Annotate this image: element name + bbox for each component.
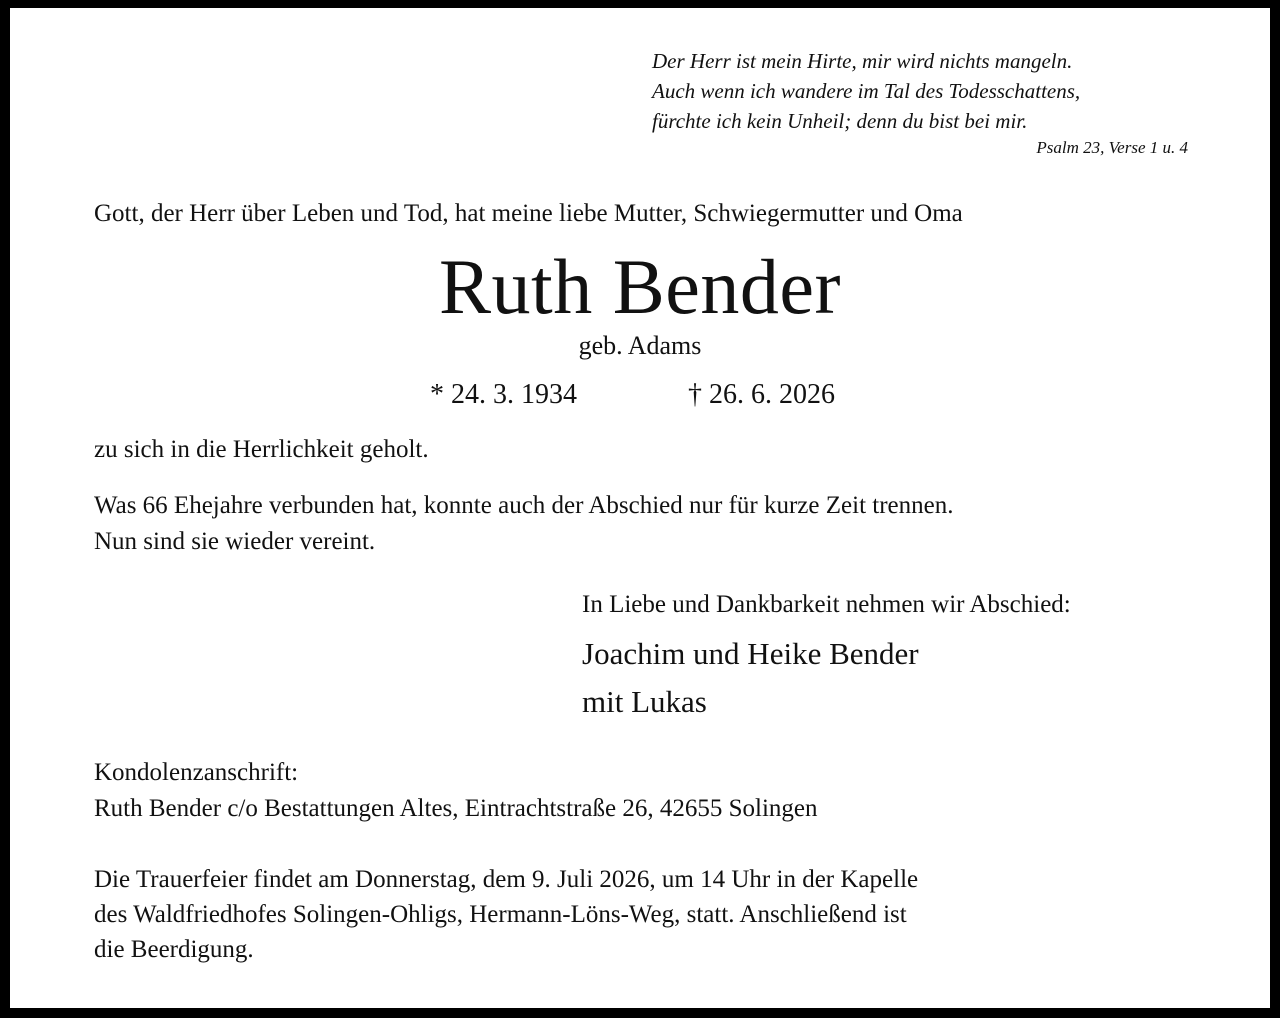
- herrlichkeit-text: zu sich in die Herrlichkeit geholt.: [94, 436, 429, 463]
- psalm-line: Auch wenn ich wandere im Tal des Todesschattens,: [652, 79, 1081, 103]
- psalm-line: fürchte ich kein Unheil; denn du bist bei mir.: [652, 109, 1028, 133]
- psalm-line: Der Herr ist mein Hirte, mir wird nichts mangeln.: [652, 49, 1073, 73]
- psalm-quote: [652, 46, 1080, 136]
- marriage-text-line: Nun sind sie wieder vereint.: [94, 528, 376, 555]
- maiden-name: geb. Adams: [578, 331, 702, 360]
- intro-text: Gott, der Herr über Leben und Tod, hat meine liebe Mutter, Schwiegermutter und Oma: [94, 200, 963, 227]
- mourner-names: mit Lukas: [582, 684, 707, 719]
- funeral-service-line: Die Trauerfeier findet am Donnerstag, dem 9. Juli 2026, um 14 Uhr in der Kapelle: [94, 866, 919, 893]
- condolence-label: Kondolenzanschrift:: [94, 759, 299, 786]
- funeral-service-line: die Beerdigung.: [94, 936, 254, 963]
- psalm-reference: Psalm 23, Verse 1 u. 4: [1036, 138, 1188, 157]
- marriage-text-line: Was 66 Ehejahre verbunden hat, konnte auch der Abschied nur für kurze Zeit trennen.: [94, 492, 954, 519]
- deceased-name: Ruth Bender: [439, 243, 841, 330]
- mourner-names: Joachim und Heike Bender: [582, 636, 919, 671]
- death-date: † 26. 6. 2026: [688, 379, 835, 410]
- condolence-address: Ruth Bender c/o Bestattungen Altes, Eintrachtstraße 26, 42655 Solingen: [94, 795, 818, 822]
- farewell-text: In Liebe und Dankbarkeit nehmen wir Abschied:: [582, 591, 1071, 618]
- birth-date: * 24. 3. 1934: [430, 379, 577, 410]
- funeral-service-line: des Waldfriedhofes Solingen-Ohligs, Hermann-Löns-Weg, statt. Anschließend ist: [94, 901, 907, 928]
- obituary-notice: [10, 8, 1270, 1008]
